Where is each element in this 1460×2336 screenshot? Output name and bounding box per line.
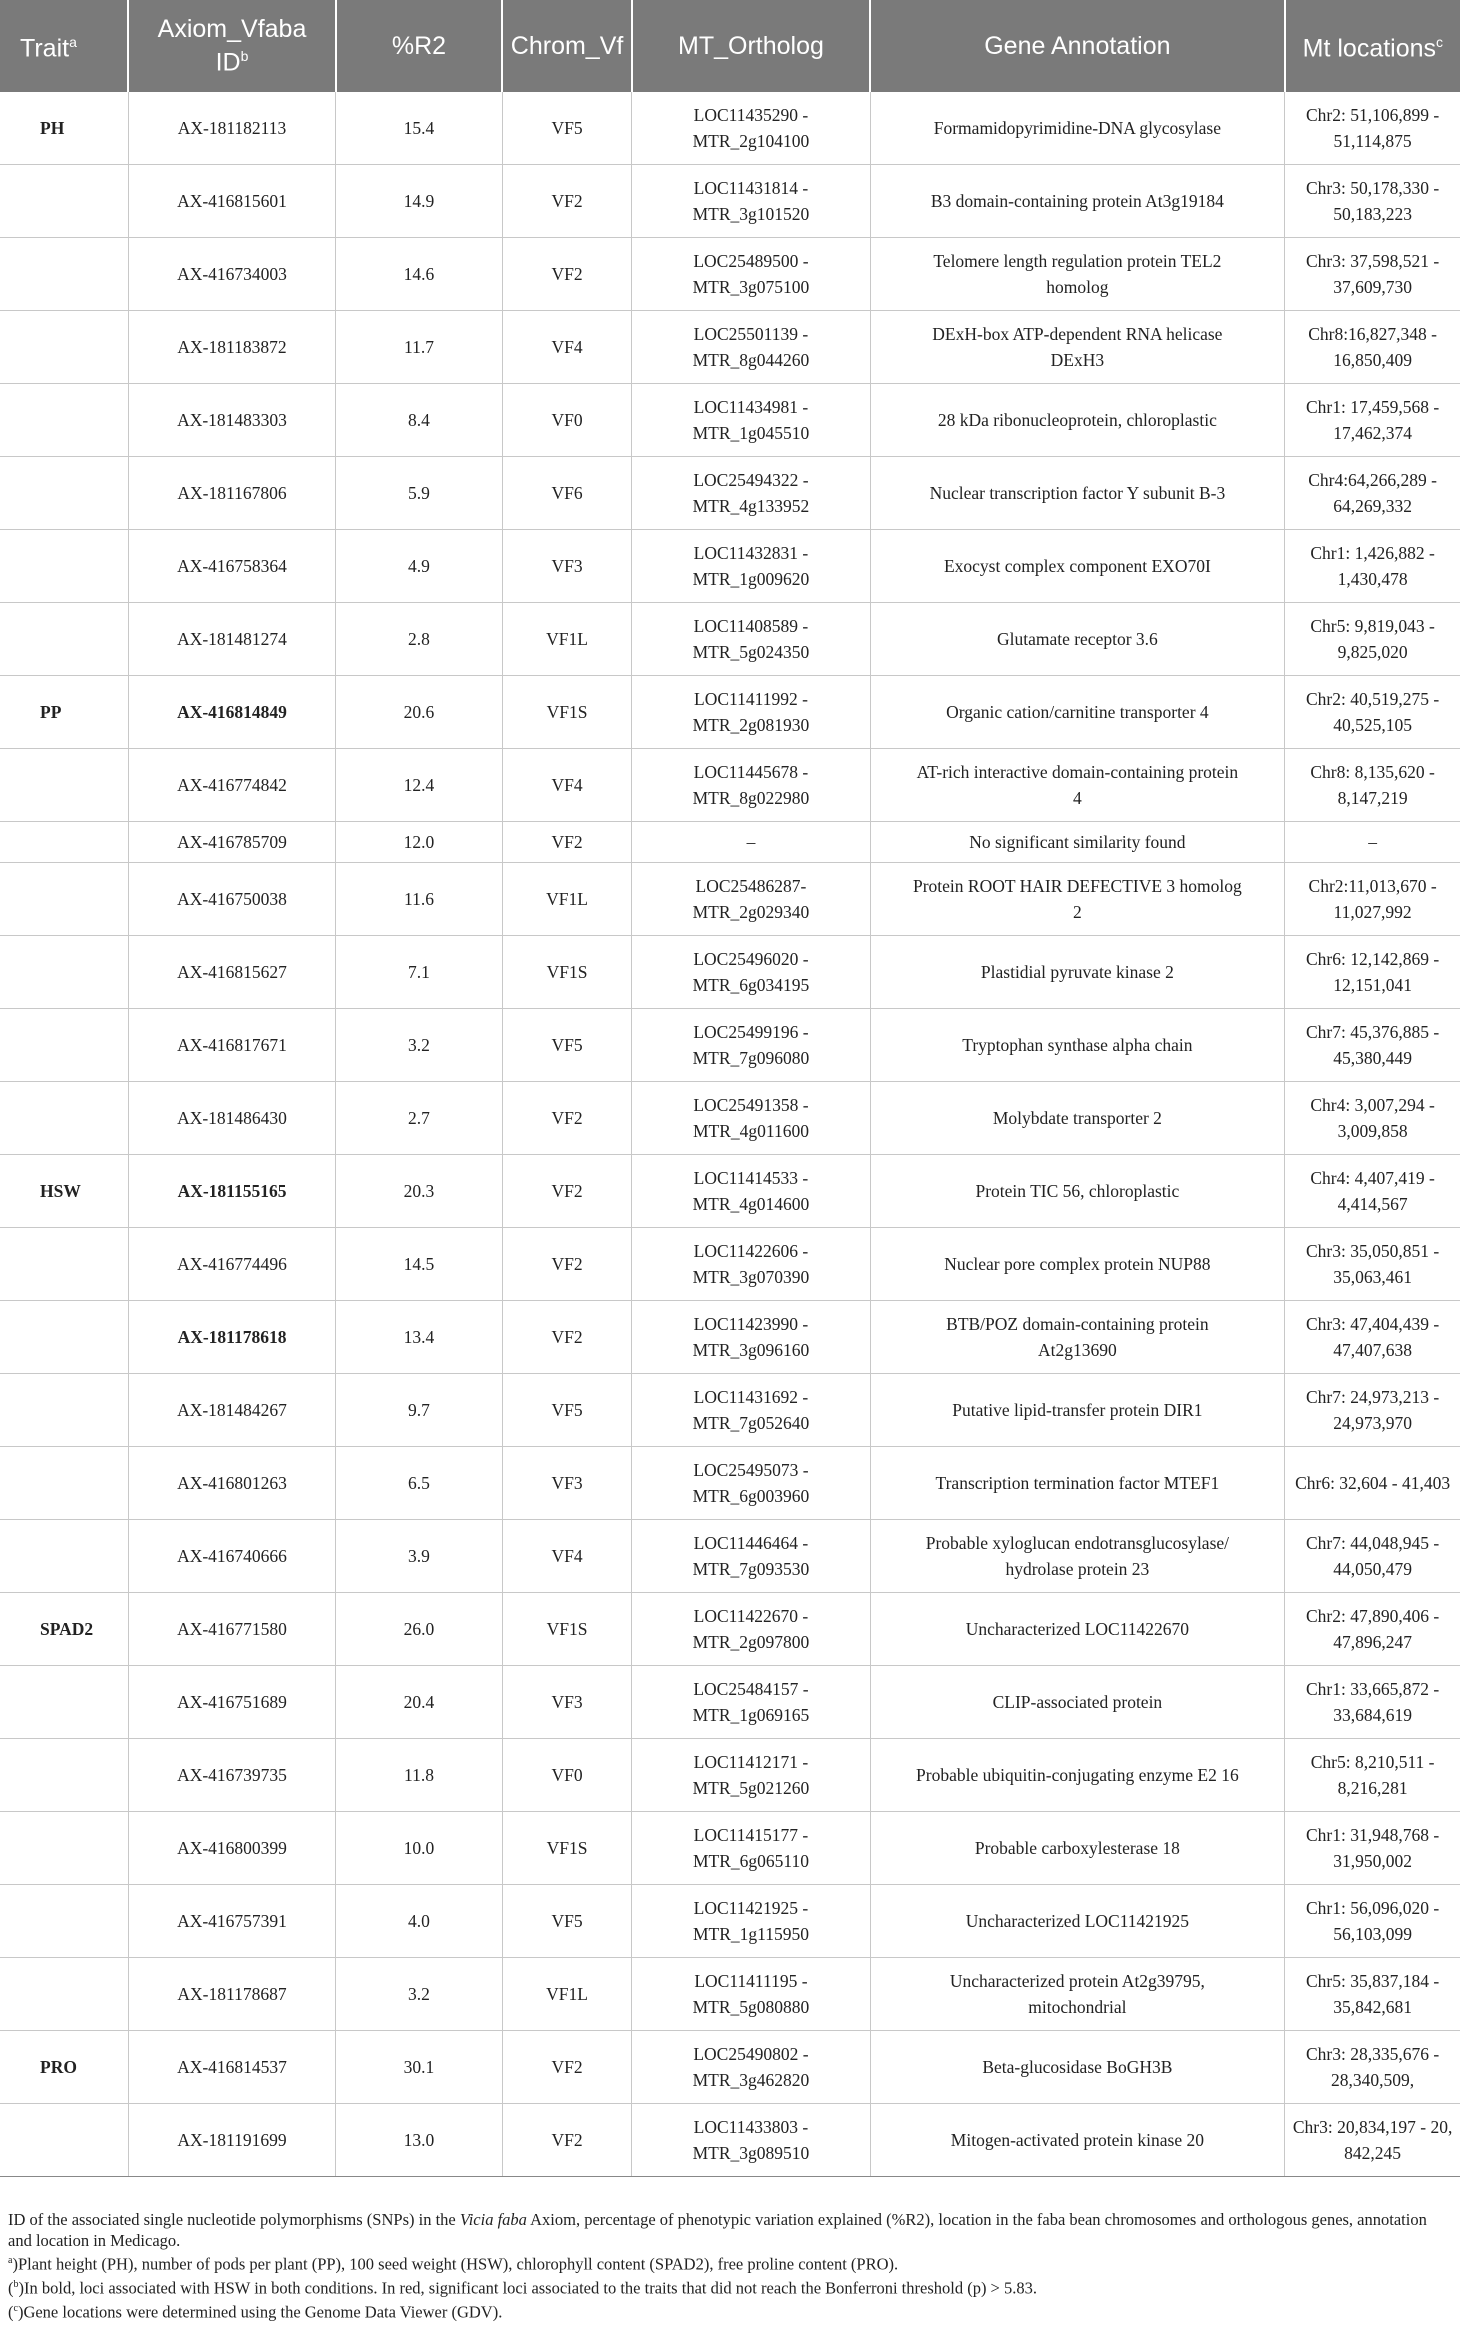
cell-r2: 6.5 (336, 1447, 503, 1520)
cell-r2: 4.0 (336, 1885, 503, 1958)
cell-axiom-id: AX-181183872 (128, 311, 335, 384)
cell-chrom: VF2 (502, 1082, 632, 1155)
cell-axiom-id: AX-181167806 (128, 457, 335, 530)
cell-chrom: VF4 (502, 1520, 632, 1593)
cell-chrom: VF1L (502, 603, 632, 676)
cell-chrom: VF6 (502, 457, 632, 530)
cell-trait (0, 457, 128, 530)
cell-mt-location: Chr2: 47,890,406 - 47,896,247 (1285, 1593, 1460, 1666)
cell-mt-location: Chr2: 51,106,899 - 51,114,875 (1285, 92, 1460, 165)
cell-gene-annotation: Uncharacterized protein At2g39795, mitochondrial (870, 1958, 1285, 2031)
cell-r2: 8.4 (336, 384, 503, 457)
cell-trait (0, 1812, 128, 1885)
cell-mt-location: Chr3: 37,598,521 - 37,609,730 (1285, 238, 1460, 311)
header-mt-locations: Mt locations$^c$ (1285, 0, 1460, 92)
cell-mt-ortholog: LOC11412171 - MTR_5g021260 (632, 1739, 870, 1812)
table-row (0, 2104, 1460, 2177)
cell-axiom-id: AX-416785709 (128, 822, 335, 863)
cell-chrom: VF2 (502, 1228, 632, 1301)
header-r2: %R2 (336, 0, 503, 92)
cell-mt-location: Chr1: 17,459,568 - 17,462,374 (1285, 384, 1460, 457)
cell-r2: 3.2 (336, 1958, 503, 2031)
cell-r2: 14.5 (336, 1228, 503, 1301)
cell-chrom: VF0 (502, 384, 632, 457)
cell-trait: PP (0, 676, 128, 749)
cell-mt-location: Chr2:11,013,670 - 11,027,992 (1285, 863, 1460, 936)
cell-axiom-id: AX-416817671 (128, 1009, 335, 1082)
cell-mt-ortholog: LOC25496020 - MTR_6g034195 (632, 936, 870, 1009)
cell-mt-ortholog: LOC11422670 - MTR_2g097800 (632, 1593, 870, 1666)
cell-mt-location: Chr8:16,827,348 - 16,850,409 (1285, 311, 1460, 384)
cell-axiom-id: AX-416774496 (128, 1228, 335, 1301)
cell-trait (0, 1739, 128, 1812)
cell-r2: 9.7 (336, 1374, 503, 1447)
cell-r2: 3.2 (336, 1009, 503, 1082)
cell-chrom: VF1L (502, 1958, 632, 2031)
cell-axiom-id: AX-416757391 (128, 1885, 335, 1958)
cell-chrom: VF2 (502, 238, 632, 311)
cell-trait (0, 1228, 128, 1301)
cell-mt-ortholog: LOC25499196 - MTR_7g096080 (632, 1009, 870, 1082)
cell-trait (0, 1885, 128, 1958)
cell-gene-annotation: 28 kDa ribonucleoprotein, chloroplastic (870, 384, 1285, 457)
cell-chrom: VF5 (502, 1374, 632, 1447)
cell-axiom-id: AX-416814537 (128, 2031, 335, 2104)
cell-gene-annotation: B3 domain-containing protein At3g19184 (870, 165, 1285, 238)
cell-r2: 12.0 (336, 822, 503, 863)
table-row (0, 1958, 1460, 2031)
table-row (0, 1082, 1460, 1155)
cell-trait: HSW (0, 1155, 128, 1228)
cell-axiom-id: AX-181178687 (128, 1958, 335, 2031)
cell-gene-annotation: Transcription termination factor MTEF1 (870, 1447, 1285, 1520)
cell-chrom: VF1S (502, 1593, 632, 1666)
cell-r2: 2.8 (336, 603, 503, 676)
cell-mt-location: Chr3: 47,404,439 - 47,407,638 (1285, 1301, 1460, 1374)
table-row (0, 749, 1460, 822)
header-gene-annotation: Gene Annotation (870, 0, 1285, 92)
cell-gene-annotation: Uncharacterized LOC11421925 (870, 1885, 1285, 1958)
cell-gene-annotation: Tryptophan synthase alpha chain (870, 1009, 1285, 1082)
cell-mt-location: Chr7: 24,973,213 - 24,973,970 (1285, 1374, 1460, 1447)
table-row (0, 1812, 1460, 1885)
cell-mt-ortholog: LOC11423990 - MTR_3g096160 (632, 1301, 870, 1374)
cell-mt-ortholog: LOC25489500 - MTR_3g075100 (632, 238, 870, 311)
cell-axiom-id: AX-181486430 (128, 1082, 335, 1155)
cell-chrom: VF1S (502, 676, 632, 749)
cell-gene-annotation: Probable xyloglucan endotransglucosylase/ hydrolase protein 23 (870, 1520, 1285, 1593)
cell-mt-location: Chr8: 8,135,620 - 8,147,219 (1285, 749, 1460, 822)
cell-axiom-id: AX-416751689 (128, 1666, 335, 1739)
cell-r2: 4.9 (336, 530, 503, 603)
table-row (0, 936, 1460, 1009)
cell-trait: PH (0, 92, 128, 165)
table-row (0, 1228, 1460, 1301)
cell-trait (0, 311, 128, 384)
cell-axiom-id: AX-181483303 (128, 384, 335, 457)
table-row (0, 1374, 1460, 1447)
cell-mt-location: Chr1: 1,426,882 - 1,430,478 (1285, 530, 1460, 603)
cell-chrom: VF2 (502, 1301, 632, 1374)
cell-mt-location: Chr4:64,266,289 - 64,269,332 (1285, 457, 1460, 530)
cell-gene-annotation: Plastidial pyruvate kinase 2 (870, 936, 1285, 1009)
cell-gene-annotation: Probable carboxylesterase 18 (870, 1812, 1285, 1885)
cell-r2: 11.7 (336, 311, 503, 384)
cell-mt-ortholog: LOC25484157 - MTR_1g069165 (632, 1666, 870, 1739)
cell-mt-ortholog: LOC11432831 - MTR_1g009620 (632, 530, 870, 603)
cell-mt-location: Chr5: 35,837,184 - 35,842,681 (1285, 1958, 1460, 2031)
cell-mt-ortholog: LOC11435290 - MTR_2g104100 (632, 92, 870, 165)
cell-mt-location: Chr3: 20,834,197 - 20, 842,245 (1285, 2104, 1460, 2177)
cell-gene-annotation: Nuclear transcription factor Y subunit B-3 (870, 457, 1285, 530)
table-row (0, 822, 1460, 863)
cell-chrom: VF4 (502, 311, 632, 384)
cell-chrom: VF0 (502, 1739, 632, 1812)
cell-trait (0, 238, 128, 311)
table-row (0, 863, 1460, 936)
cell-r2: 15.4 (336, 92, 503, 165)
cell-trait (0, 1082, 128, 1155)
table-row (0, 1666, 1460, 1739)
cell-gene-annotation: Telomere length regulation protein TEL2 homolog (870, 238, 1285, 311)
cell-mt-location: Chr5: 8,210,511 - 8,216,281 (1285, 1739, 1460, 1812)
cell-r2: 20.3 (336, 1155, 503, 1228)
cell-gene-annotation: Probable ubiquitin-conjugating enzyme E2 16 (870, 1739, 1285, 1812)
cell-mt-ortholog: LOC25494322 - MTR_4g133952 (632, 457, 870, 530)
cell-chrom: VF1S (502, 936, 632, 1009)
table-row (0, 1155, 1460, 1228)
cell-chrom: VF5 (502, 1885, 632, 1958)
cell-trait (0, 936, 128, 1009)
cell-axiom-id: AX-416739735 (128, 1739, 335, 1812)
table-row (0, 384, 1460, 457)
cell-r2: 7.1 (336, 936, 503, 1009)
cell-mt-ortholog: LOC11411195 - MTR_5g080880 (632, 1958, 870, 2031)
cell-trait (0, 1520, 128, 1593)
cell-trait (0, 603, 128, 676)
cell-chrom: VF4 (502, 749, 632, 822)
cell-chrom: VF5 (502, 92, 632, 165)
cell-r2: 5.9 (336, 457, 503, 530)
cell-r2: 20.4 (336, 1666, 503, 1739)
cell-mt-ortholog: LOC25495073 - MTR_6g003960 (632, 1447, 870, 1520)
cell-trait: PRO (0, 2031, 128, 2104)
cell-gene-annotation: Protein ROOT HAIR DEFECTIVE 3 homolog 2 (870, 863, 1285, 936)
cell-mt-ortholog: LOC11414533 - MTR_4g014600 (632, 1155, 870, 1228)
cell-chrom: VF3 (502, 530, 632, 603)
cell-mt-ortholog: LOC11445678 - MTR_8g022980 (632, 749, 870, 822)
cell-trait (0, 2104, 128, 2177)
cell-axiom-id: AX-416815601 (128, 165, 335, 238)
cell-mt-location: Chr1: 33,665,872 - 33,684,619 (1285, 1666, 1460, 1739)
cell-mt-ortholog: LOC11415177 - MTR_6g065110 (632, 1812, 870, 1885)
table-row (0, 1593, 1460, 1666)
cell-chrom: VF3 (502, 1447, 632, 1520)
cell-mt-ortholog: LOC25490802 - MTR_3g462820 (632, 2031, 870, 2104)
footnote-b: ($^b$)In bold, loci associated with HSW in both conditions. In red, significant loci associated to the traits that did not reach the Bonferroni threshold (p) > 5.83. (8, 2278, 1037, 2298)
cell-r2: 13.0 (336, 2104, 503, 2177)
cell-chrom: VF2 (502, 2104, 632, 2177)
cell-mt-ortholog: – (632, 822, 870, 863)
cell-r2: 14.9 (336, 165, 503, 238)
cell-trait (0, 822, 128, 863)
cell-r2: 30.1 (336, 2031, 503, 2104)
cell-mt-location: Chr2: 40,519,275 - 40,525,105 (1285, 676, 1460, 749)
table-row (0, 2031, 1460, 2104)
cell-mt-location: Chr5: 9,819,043 - 9,825,020 (1285, 603, 1460, 676)
footnote-a: $^a$)Plant height (PH), number of pods per plant (PP), 100 seed weight (HSW), chlorophyll content (SPAD2), free proline content (PRO). (8, 2254, 899, 2274)
cell-axiom-id: AX-181182113 (128, 92, 335, 165)
cell-gene-annotation: Glutamate receptor 3.6 (870, 603, 1285, 676)
cell-chrom: VF1L (502, 863, 632, 936)
cell-axiom-id: AX-181484267 (128, 1374, 335, 1447)
cell-mt-ortholog: LOC11411992 - MTR_2g081930 (632, 676, 870, 749)
cell-gene-annotation: AT-rich interactive domain-containing protein 4 (870, 749, 1285, 822)
cell-trait (0, 863, 128, 936)
cell-gene-annotation: No significant similarity found (870, 822, 1285, 863)
cell-chrom: VF3 (502, 1666, 632, 1739)
cell-axiom-id: AX-416771580 (128, 1593, 335, 1666)
header-chrom: Chrom_Vf (502, 0, 632, 92)
cell-trait (0, 1958, 128, 2031)
cell-r2: 14.6 (336, 238, 503, 311)
cell-gene-annotation: Organic cation/carnitine transporter 4 (870, 676, 1285, 749)
table-row (0, 457, 1460, 530)
cell-mt-ortholog: LOC25486287- MTR_2g029340 (632, 863, 870, 936)
table-footnotes (8, 2210, 1454, 2323)
cell-chrom: VF2 (502, 1155, 632, 1228)
table-row (0, 92, 1460, 165)
table-caption: ID of the associated single nucleotide polymorphisms (SNPs) in the Vicia faba Axiom, percentage of phenotypic variation explained (%R2), location in the faba bean chromosomes and orthologous genes, annotation and location in Medicago. (8, 2210, 1427, 2250)
cell-trait (0, 1374, 128, 1447)
cell-axiom-id: AX-416750038 (128, 863, 335, 936)
cell-mt-ortholog: LOC11408589 - MTR_5g024350 (632, 603, 870, 676)
cell-gene-annotation: BTB/POZ domain-containing protein At2g13690 (870, 1301, 1285, 1374)
cell-chrom: VF1S (502, 1812, 632, 1885)
cell-r2: 11.6 (336, 863, 503, 936)
cell-mt-ortholog: LOC11431814 - MTR_3g101520 (632, 165, 870, 238)
cell-gene-annotation: Protein TIC 56, chloroplastic (870, 1155, 1285, 1228)
cell-r2: 11.8 (336, 1739, 503, 1812)
cell-axiom-id: AX-416734003 (128, 238, 335, 311)
cell-mt-ortholog: LOC11421925 - MTR_1g115950 (632, 1885, 870, 1958)
cell-mt-location: Chr4: 4,407,419 - 4,414,567 (1285, 1155, 1460, 1228)
cell-mt-ortholog: LOC11434981 - MTR_1g045510 (632, 384, 870, 457)
cell-mt-ortholog: LOC11431692 - MTR_7g052640 (632, 1374, 870, 1447)
table-row (0, 1885, 1460, 1958)
cell-axiom-id: AX-416758364 (128, 530, 335, 603)
cell-trait (0, 384, 128, 457)
cell-mt-location: Chr6: 32,604 - 41,403 (1285, 1447, 1460, 1520)
cell-mt-location: Chr1: 31,948,768 - 31,950,002 (1285, 1812, 1460, 1885)
cell-axiom-id: AX-181481274 (128, 603, 335, 676)
table-row (0, 603, 1460, 676)
cell-mt-location: Chr7: 45,376,885 - 45,380,449 (1285, 1009, 1460, 1082)
cell-gene-annotation: Beta-glucosidase BoGH3B (870, 2031, 1285, 2104)
cell-trait (0, 1447, 128, 1520)
cell-gene-annotation: Uncharacterized LOC11422670 (870, 1593, 1285, 1666)
cell-gene-annotation: Molybdate transporter 2 (870, 1082, 1285, 1155)
cell-r2: 2.7 (336, 1082, 503, 1155)
table-row (0, 1301, 1460, 1374)
cell-axiom-id: AX-181155165 (128, 1155, 335, 1228)
cell-gene-annotation: Formamidopyrimidine-DNA glycosylase (870, 92, 1285, 165)
cell-mt-location: Chr3: 35,050,851 - 35,063,461 (1285, 1228, 1460, 1301)
cell-mt-location: Chr6: 12,142,869 - 12,151,041 (1285, 936, 1460, 1009)
cell-axiom-id: AX-416814849 (128, 676, 335, 749)
cell-mt-ortholog: LOC11433803 - MTR_3g089510 (632, 2104, 870, 2177)
cell-axiom-id: AX-416740666 (128, 1520, 335, 1593)
table-row (0, 676, 1460, 749)
header-trait: Trait$^a$ (0, 0, 128, 92)
cell-mt-location: Chr1: 56,096,020 - 56,103,099 (1285, 1885, 1460, 1958)
cell-trait (0, 1009, 128, 1082)
cell-axiom-id: AX-416815627 (128, 936, 335, 1009)
cell-gene-annotation: Exocyst complex component EXO70I (870, 530, 1285, 603)
header-row (0, 0, 1460, 92)
cell-mt-location: Chr4: 3,007,294 - 3,009,858 (1285, 1082, 1460, 1155)
cell-trait (0, 165, 128, 238)
cell-trait (0, 530, 128, 603)
cell-gene-annotation: Mitogen-activated protein kinase 20 (870, 2104, 1285, 2177)
cell-mt-ortholog: LOC11446464 - MTR_7g093530 (632, 1520, 870, 1593)
cell-mt-location: Chr3: 50,178,330 - 50,183,223 (1285, 165, 1460, 238)
table-row (0, 165, 1460, 238)
cell-axiom-id: AX-416774842 (128, 749, 335, 822)
table-row (0, 1739, 1460, 1812)
cell-trait (0, 749, 128, 822)
cell-axiom-id: AX-181191699 (128, 2104, 335, 2177)
cell-trait: SPAD2 (0, 1593, 128, 1666)
cell-r2: 10.0 (336, 1812, 503, 1885)
cell-gene-annotation: Putative lipid-transfer protein DIR1 (870, 1374, 1285, 1447)
table-row (0, 1009, 1460, 1082)
cell-r2: 13.4 (336, 1301, 503, 1374)
cell-gene-annotation: CLIP-associated protein (870, 1666, 1285, 1739)
cell-axiom-id: AX-416801263 (128, 1447, 335, 1520)
cell-mt-location: Chr7: 44,048,945 - 44,050,479 (1285, 1520, 1460, 1593)
footnote-c: ($^c$)Gene locations were determined using the Genome Data Viewer (GDV). (8, 2302, 503, 2322)
cell-gene-annotation: Nuclear pore complex protein NUP88 (870, 1228, 1285, 1301)
cell-chrom: VF2 (502, 165, 632, 238)
cell-chrom: VF2 (502, 2031, 632, 2104)
cell-mt-ortholog: LOC11422606 - MTR_3g070390 (632, 1228, 870, 1301)
table-row (0, 1520, 1460, 1593)
cell-trait (0, 1666, 128, 1739)
table-row (0, 311, 1460, 384)
cell-r2: 12.4 (336, 749, 503, 822)
header-axiom-id: Axiom_Vfaba $ID^b$ (128, 0, 335, 92)
cell-axiom-id: AX-416800399 (128, 1812, 335, 1885)
cell-r2: 26.0 (336, 1593, 503, 1666)
cell-chrom: VF5 (502, 1009, 632, 1082)
table-row (0, 1447, 1460, 1520)
cell-chrom: VF2 (502, 822, 632, 863)
cell-mt-location: – (1285, 822, 1460, 863)
cell-mt-ortholog: LOC25501139 - MTR_8g044260 (632, 311, 870, 384)
cell-mt-ortholog: LOC25491358 - MTR_4g011600 (632, 1082, 870, 1155)
table-row (0, 238, 1460, 311)
cell-r2: 3.9 (336, 1520, 503, 1593)
cell-axiom-id: AX-181178618 (128, 1301, 335, 1374)
header-mt-ortholog: MT_Ortholog (632, 0, 870, 92)
cell-r2: 20.6 (336, 676, 503, 749)
cell-trait (0, 1301, 128, 1374)
cell-gene-annotation: DExH-box ATP-dependent RNA helicase DExH3 (870, 311, 1285, 384)
table-row (0, 530, 1460, 603)
cell-mt-location: Chr3: 28,335,676 - 28,340,509, (1285, 2031, 1460, 2104)
